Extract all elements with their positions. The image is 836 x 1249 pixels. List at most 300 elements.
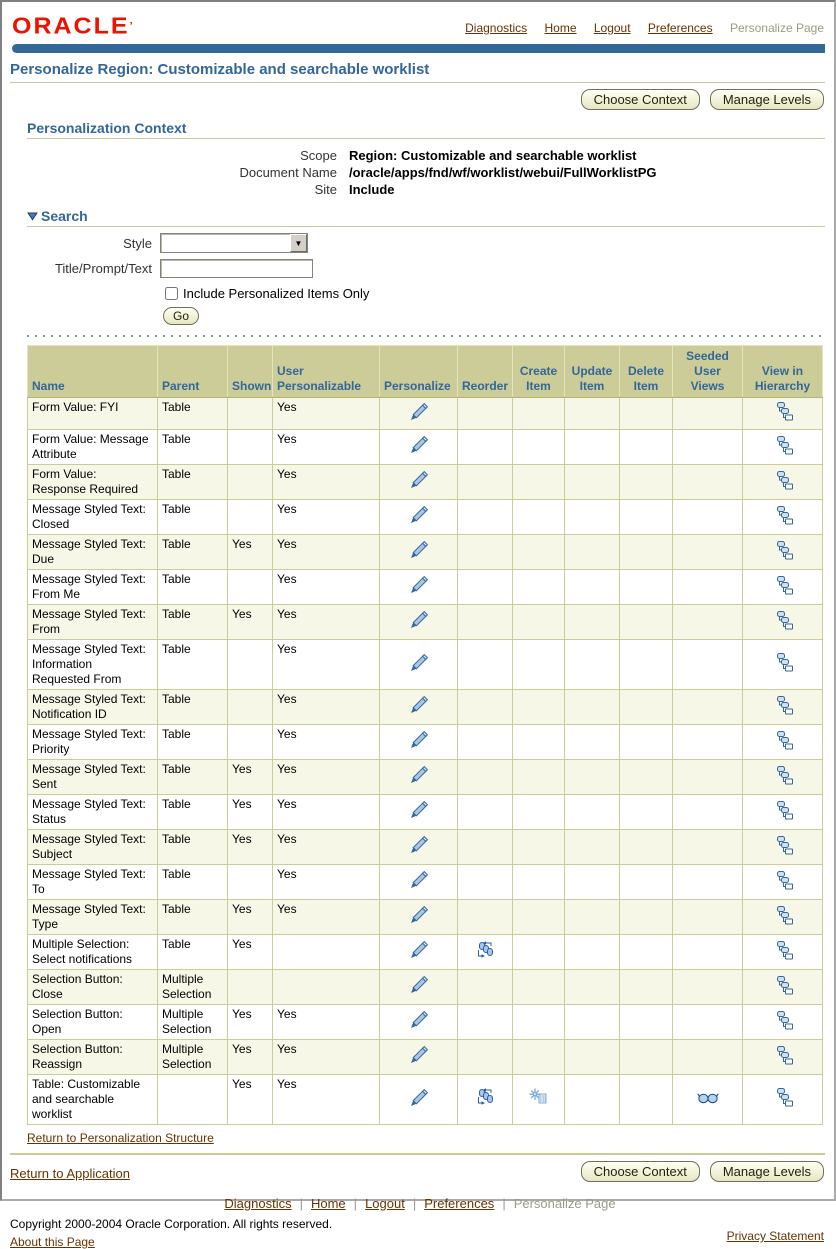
hierarchy-icon[interactable]	[773, 766, 793, 785]
update-item-cell	[565, 640, 620, 690]
row-parent: Table	[158, 535, 228, 570]
create-item-cell	[513, 570, 565, 605]
personalize-cell	[380, 935, 458, 970]
row-user-personalizable: Yes	[273, 760, 380, 795]
row-user-personalizable: Yes	[273, 535, 380, 570]
seeded-user-views-cell	[673, 725, 743, 760]
table-row	[28, 570, 823, 605]
pencil-icon[interactable]	[408, 1087, 430, 1109]
page-title: Personalize Region: Customizable and searchable worklist	[10, 61, 430, 78]
personalize-cell	[380, 500, 458, 535]
reorder-cell	[458, 465, 513, 500]
seeded-user-views-cell	[673, 500, 743, 535]
table-row	[28, 500, 823, 535]
seeded-user-views-cell	[673, 900, 743, 935]
row-shown	[228, 725, 273, 760]
view-in-hierarchy-cell	[743, 935, 823, 970]
delete-item-cell	[620, 465, 673, 500]
copyright-text: Copyright 2000-2004 Oracle Corporation. All rights reserved.	[10, 1217, 333, 1231]
row-shown: Yes	[228, 795, 273, 830]
personalize-cell	[380, 430, 458, 465]
row-shown: Yes	[228, 535, 273, 570]
row-shown: Yes	[228, 760, 273, 795]
view-in-hierarchy-cell	[743, 430, 823, 465]
context-row-site	[27, 181, 825, 198]
return-to-personalization-structure-link[interactable]: Return to Personalization Structure	[27, 1131, 214, 1145]
personalize-cell	[380, 535, 458, 570]
hierarchy-icon[interactable]	[773, 1011, 793, 1030]
row-user-personalizable	[273, 935, 380, 970]
row-user-personalizable: Yes	[273, 900, 380, 935]
row-user-personalizable: Yes	[273, 570, 380, 605]
hierarchy-icon[interactable]	[773, 871, 793, 890]
row-shown: Yes	[228, 1040, 273, 1075]
pencil-icon[interactable]	[408, 869, 430, 891]
reorder-cell	[458, 500, 513, 535]
footer-diagnostics-link[interactable]: Diagnostics	[224, 1196, 292, 1211]
view-in-hierarchy-cell	[743, 605, 823, 640]
row-parent: Table	[158, 500, 228, 535]
reorder-cell	[458, 1005, 513, 1040]
context-row-document-name	[27, 164, 825, 181]
view-in-hierarchy-cell	[743, 725, 823, 760]
update-item-cell	[565, 500, 620, 535]
row-parent: Table	[158, 398, 228, 430]
dropdown-arrow-icon[interactable]: ▼	[290, 234, 307, 252]
reorder-cell	[458, 865, 513, 900]
row-name: Message Styled Text: Due	[28, 535, 158, 570]
table-row	[28, 830, 823, 865]
table-row	[28, 935, 823, 970]
personalize-cell	[380, 865, 458, 900]
reorder-cell	[458, 1040, 513, 1075]
update-item-cell	[565, 725, 620, 760]
row-user-personalizable: Yes	[273, 1075, 380, 1125]
reorder-cell	[458, 725, 513, 760]
row-user-personalizable: Yes	[273, 500, 380, 535]
row-shown	[228, 970, 273, 1005]
row-parent: Table	[158, 900, 228, 935]
create-item-cell	[513, 970, 565, 1005]
pencil-icon[interactable]	[408, 504, 430, 526]
row-parent: Table	[158, 830, 228, 865]
pencil-icon[interactable]	[408, 1044, 430, 1066]
personalize-cell	[380, 690, 458, 725]
logo-trademark: ’	[129, 20, 133, 32]
hierarchy-icon[interactable]	[773, 576, 793, 595]
row-name: Message Styled Text: To	[28, 865, 158, 900]
page-bottom-divider	[10, 1153, 825, 1155]
row-user-personalizable: Yes	[273, 430, 380, 465]
pencil-icon[interactable]	[408, 469, 430, 491]
row-parent: Table	[158, 605, 228, 640]
col-header-seeded-user-views: Seeded User Views	[673, 346, 743, 398]
hierarchy-icon[interactable]	[773, 611, 793, 630]
row-shown	[228, 430, 273, 465]
col-header-delete-item: Delete Item	[620, 346, 673, 398]
view-in-hierarchy-cell	[743, 970, 823, 1005]
view-in-hierarchy-cell	[743, 760, 823, 795]
pencil-icon[interactable]	[408, 1009, 430, 1031]
row-name: Message Styled Text: Closed	[28, 500, 158, 535]
style-field-row	[27, 233, 825, 253]
reorder-cell	[458, 830, 513, 865]
row-parent: Multiple Selection	[158, 1005, 228, 1040]
delete-item-cell	[620, 1075, 673, 1125]
footer-links: Diagnostics | Home | Logout | Preferences | Personalize Page	[224, 1196, 616, 1211]
reorder-icon[interactable]	[475, 941, 496, 960]
update-item-cell	[565, 1040, 620, 1075]
row-parent: Table	[158, 640, 228, 690]
view-in-hierarchy-cell	[743, 865, 823, 900]
col-header-update-item: Update Item	[565, 346, 620, 398]
footer-logout-link[interactable]: Logout	[365, 1196, 405, 1211]
table-row	[28, 900, 823, 935]
document-name-value: /oracle/apps/fnd/wf/worklist/webui/FullWorklistPG	[349, 165, 657, 180]
view-in-hierarchy-cell	[743, 500, 823, 535]
hierarchy-icon[interactable]	[773, 731, 793, 750]
row-name: Form Value: FYI	[28, 398, 158, 430]
glasses-icon[interactable]	[697, 1092, 719, 1104]
context-heading: Personalization Context	[27, 120, 825, 139]
row-shown: Yes	[228, 935, 273, 970]
view-in-hierarchy-cell	[743, 1075, 823, 1125]
table-body	[28, 398, 823, 1125]
privacy-statement-link[interactable]: Privacy Statement	[726, 1229, 824, 1243]
create-item-cell	[513, 690, 565, 725]
personalization-table	[27, 345, 823, 1125]
pencil-icon[interactable]	[408, 434, 430, 456]
table-row	[28, 605, 823, 640]
return-to-application-link[interactable]: Return to Application	[10, 1166, 130, 1181]
delete-item-cell	[620, 1005, 673, 1040]
row-name: Message Styled Text: From	[28, 605, 158, 640]
delete-item-cell	[620, 970, 673, 1005]
reorder-icon[interactable]	[475, 1088, 496, 1107]
col-header-user-personalizable: User Personalizable	[273, 346, 380, 398]
delete-item-cell	[620, 690, 673, 725]
delete-item-cell	[620, 398, 673, 430]
footer-personalize-page-disabled: Personalize Page	[513, 1196, 616, 1211]
row-shown: Yes	[228, 830, 273, 865]
footer-preferences-link[interactable]: Preferences	[424, 1196, 495, 1211]
row-parent: Table	[158, 465, 228, 500]
update-item-cell	[565, 1075, 620, 1125]
view-in-hierarchy-cell	[743, 640, 823, 690]
pencil-icon[interactable]	[408, 694, 430, 716]
row-user-personalizable: Yes	[273, 398, 380, 430]
row-user-personalizable: Yes	[273, 605, 380, 640]
pencil-icon[interactable]	[408, 729, 430, 751]
update-item-cell	[565, 935, 620, 970]
update-item-cell	[565, 900, 620, 935]
row-parent: Table	[158, 690, 228, 725]
delete-item-cell	[620, 725, 673, 760]
row-name: Message Styled Text: Priority	[28, 725, 158, 760]
pencil-icon[interactable]	[408, 652, 430, 674]
create-item-cell	[513, 465, 565, 500]
row-name: Selection Button: Close	[28, 970, 158, 1005]
table-row	[28, 865, 823, 900]
row-name: Selection Button: Reassign	[28, 1040, 158, 1075]
row-user-personalizable: Yes	[273, 795, 380, 830]
scope-label: Scope	[300, 148, 337, 163]
update-item-cell	[565, 690, 620, 725]
hierarchy-icon[interactable]	[773, 402, 793, 421]
row-shown: Yes	[228, 1005, 273, 1040]
row-shown: Yes	[228, 1075, 273, 1125]
about-this-page-link[interactable]: About this Page	[10, 1235, 95, 1249]
row-shown	[228, 865, 273, 900]
personalize-cell	[380, 398, 458, 430]
table-row	[28, 760, 823, 795]
personalize-cell	[380, 830, 458, 865]
home-link[interactable]: Home	[544, 21, 577, 35]
col-header-reorder: Reorder	[458, 346, 513, 398]
seeded-user-views-cell	[673, 690, 743, 725]
col-header-personalize: Personalize	[380, 346, 458, 398]
dotted-separator	[27, 335, 825, 337]
delete-item-cell	[620, 865, 673, 900]
reorder-cell	[458, 900, 513, 935]
view-in-hierarchy-cell	[743, 830, 823, 865]
hierarchy-icon[interactable]	[773, 1046, 793, 1065]
view-in-hierarchy-cell	[743, 1040, 823, 1075]
table-row	[28, 465, 823, 500]
personalize-cell	[380, 1075, 458, 1125]
hierarchy-icon[interactable]	[773, 436, 793, 455]
title-prompt-input[interactable]	[160, 259, 313, 278]
personalization-context-section	[27, 120, 825, 198]
create-item-cell	[513, 430, 565, 465]
hierarchy-icon[interactable]	[773, 906, 793, 925]
title-prompt-label: Title/Prompt/Text	[54, 261, 152, 276]
global-links	[451, 21, 824, 38]
seeded-user-views-cell	[673, 570, 743, 605]
seeded-user-views-cell	[673, 1040, 743, 1075]
table-row	[28, 430, 823, 465]
pencil-icon[interactable]	[408, 401, 430, 423]
create-item-cell	[513, 795, 565, 830]
choose-context-button[interactable]: Choose Context	[581, 89, 700, 110]
include-personalized-checkbox[interactable]	[165, 287, 178, 300]
col-header-parent: Parent	[158, 346, 228, 398]
update-item-cell	[565, 865, 620, 900]
create-item-cell	[513, 398, 565, 430]
row-name: Message Styled Text: Status	[28, 795, 158, 830]
seeded-user-views-cell	[673, 640, 743, 690]
reorder-cell	[458, 690, 513, 725]
manage-levels-button-bottom[interactable]: Manage Levels	[710, 1161, 824, 1182]
row-user-personalizable: Yes	[273, 690, 380, 725]
row-name: Message Styled Text: From Me	[28, 570, 158, 605]
include-personalized-row	[165, 286, 825, 301]
personalize-cell	[380, 570, 458, 605]
delete-item-cell	[620, 935, 673, 970]
delete-item-cell	[620, 900, 673, 935]
col-header-shown: Shown	[228, 346, 273, 398]
row-parent: Table	[158, 795, 228, 830]
create-item-cell	[513, 1005, 565, 1040]
seeded-user-views-cell	[673, 430, 743, 465]
title-divider	[10, 82, 825, 83]
personalize-cell	[380, 640, 458, 690]
logout-link[interactable]: Logout	[593, 21, 631, 35]
preferences-link[interactable]: Preferences	[647, 21, 713, 35]
table-row	[28, 1040, 823, 1075]
reorder-cell	[458, 570, 513, 605]
update-item-cell	[565, 465, 620, 500]
reorder-cell	[458, 795, 513, 830]
manage-levels-button[interactable]: Manage Levels	[710, 89, 824, 110]
view-in-hierarchy-cell	[743, 398, 823, 430]
row-parent: Table	[158, 760, 228, 795]
col-header-name: Name	[28, 346, 158, 398]
reorder-cell	[458, 398, 513, 430]
create-item-cell	[513, 865, 565, 900]
header-blue-bar	[12, 44, 825, 53]
create-item-cell	[513, 535, 565, 570]
pencil-icon[interactable]	[408, 974, 430, 996]
seeded-user-views-cell	[673, 1075, 743, 1125]
pencil-icon[interactable]	[408, 764, 430, 786]
row-name: Table: Customizable and searchable worklist	[28, 1075, 158, 1125]
hierarchy-icon[interactable]	[773, 541, 793, 560]
top-action-buttons	[2, 89, 824, 110]
hierarchy-icon[interactable]	[773, 471, 793, 490]
seeded-user-views-cell	[673, 465, 743, 500]
update-item-cell	[565, 570, 620, 605]
go-button[interactable]: Go	[163, 307, 199, 325]
title-prompt-field-row	[27, 259, 825, 278]
update-item-cell	[565, 830, 620, 865]
row-parent: Table	[158, 935, 228, 970]
personalize-cell	[380, 465, 458, 500]
hierarchy-icon[interactable]	[773, 941, 793, 960]
pencil-icon[interactable]	[408, 799, 430, 821]
oracle-logo: ORACLE’	[12, 13, 133, 39]
table-row	[28, 398, 823, 430]
personalize-cell	[380, 900, 458, 935]
create-item-cell	[513, 605, 565, 640]
delete-item-cell	[620, 795, 673, 830]
row-name: Message Styled Text: Type	[28, 900, 158, 935]
row-parent: Multiple Selection	[158, 1040, 228, 1075]
seeded-user-views-cell	[673, 535, 743, 570]
reorder-cell	[458, 935, 513, 970]
view-in-hierarchy-cell	[743, 465, 823, 500]
row-parent: Table	[158, 430, 228, 465]
table-row	[28, 725, 823, 760]
row-parent	[158, 1075, 228, 1125]
hierarchy-icon[interactable]	[773, 1088, 793, 1107]
create-item-cell	[513, 760, 565, 795]
personalize-cell	[380, 1040, 458, 1075]
update-item-cell	[565, 1005, 620, 1040]
row-shown	[228, 398, 273, 430]
choose-context-button-bottom[interactable]: Choose Context	[581, 1161, 700, 1182]
document-name-label: Document Name	[239, 165, 337, 180]
row-name: Message Styled Text: Sent	[28, 760, 158, 795]
pencil-icon[interactable]	[408, 939, 430, 961]
delete-item-cell	[620, 500, 673, 535]
create-item-cell	[513, 935, 565, 970]
pencil-icon[interactable]	[408, 539, 430, 561]
view-in-hierarchy-cell	[743, 690, 823, 725]
personalize-cell	[380, 760, 458, 795]
table-row	[28, 1005, 823, 1040]
row-shown	[228, 570, 273, 605]
seeded-user-views-cell	[673, 795, 743, 830]
view-in-hierarchy-cell	[743, 535, 823, 570]
hierarchy-icon[interactable]	[773, 976, 793, 995]
table-row	[28, 535, 823, 570]
seeded-user-views-cell	[673, 970, 743, 1005]
update-item-cell	[565, 430, 620, 465]
table-row	[28, 1075, 823, 1125]
include-personalized-label: Include Personalized Items Only	[183, 286, 370, 301]
row-user-personalizable: Yes	[273, 865, 380, 900]
style-select[interactable]	[160, 233, 308, 253]
site-value: Include	[349, 182, 395, 197]
delete-item-cell	[620, 1040, 673, 1075]
table-row	[28, 640, 823, 690]
create-item-cell	[513, 830, 565, 865]
row-name: Multiple Selection: Select notifications	[28, 935, 158, 970]
reorder-cell	[458, 1075, 513, 1125]
row-parent: Table	[158, 725, 228, 760]
view-in-hierarchy-cell	[743, 1005, 823, 1040]
personalize-cell	[380, 970, 458, 1005]
row-parent: Table	[158, 865, 228, 900]
reorder-cell	[458, 535, 513, 570]
personalize-page-link-disabled: Personalize Page	[729, 21, 824, 35]
delete-item-cell	[620, 830, 673, 865]
reorder-cell	[458, 970, 513, 1005]
hierarchy-icon[interactable]	[773, 696, 793, 715]
pencil-icon[interactable]	[408, 574, 430, 596]
hierarchy-icon[interactable]	[773, 506, 793, 525]
view-in-hierarchy-cell	[743, 900, 823, 935]
reorder-cell	[458, 640, 513, 690]
update-item-cell	[565, 398, 620, 430]
table-row	[28, 795, 823, 830]
hierarchy-icon[interactable]	[773, 801, 793, 820]
delete-item-cell	[620, 430, 673, 465]
col-header-create-item: Create Item	[513, 346, 565, 398]
update-item-cell	[565, 970, 620, 1005]
delete-item-cell	[620, 640, 673, 690]
seeded-user-views-cell	[673, 398, 743, 430]
hierarchy-icon[interactable]	[773, 836, 793, 855]
table-row	[28, 690, 823, 725]
update-item-cell	[565, 760, 620, 795]
row-name: Form Value: Message Attribute	[28, 430, 158, 465]
footer-home-link[interactable]: Home	[310, 1196, 346, 1211]
disclosure-down-triangle-icon[interactable]	[27, 208, 38, 224]
pencil-icon[interactable]	[408, 609, 430, 631]
row-user-personalizable	[273, 970, 380, 1005]
hierarchy-icon[interactable]	[773, 653, 793, 672]
seeded-user-views-cell	[673, 830, 743, 865]
row-shown	[228, 690, 273, 725]
pencil-icon[interactable]	[408, 904, 430, 926]
diagnostics-link[interactable]: Diagnostics	[465, 21, 528, 35]
create-item-icon[interactable]	[528, 1088, 549, 1107]
reorder-cell	[458, 605, 513, 640]
row-user-personalizable: Yes	[273, 725, 380, 760]
pencil-icon[interactable]	[408, 834, 430, 856]
